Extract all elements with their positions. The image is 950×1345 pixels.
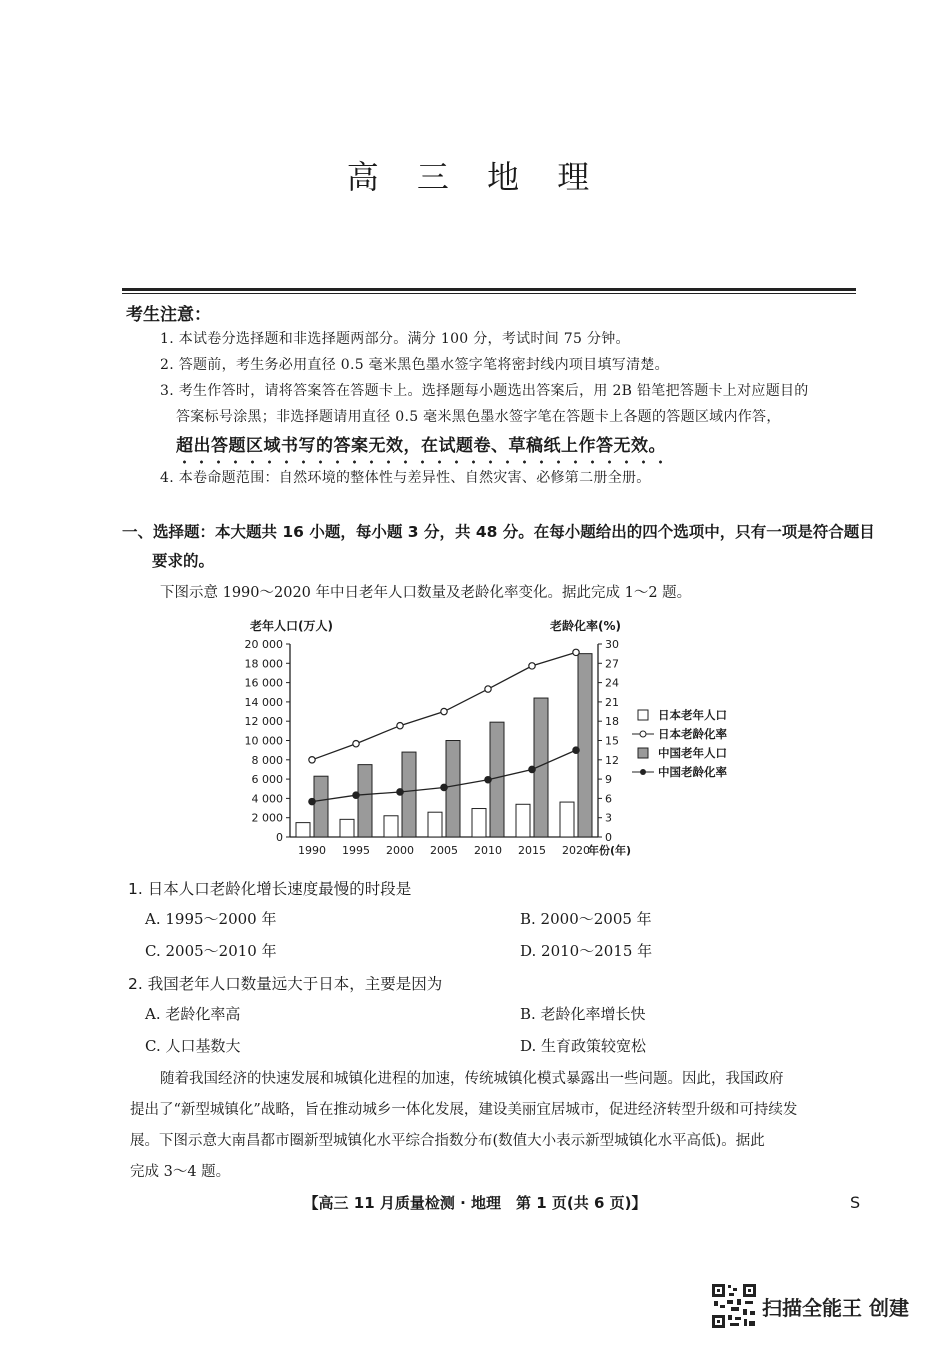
y2-tick-label: 21 [605,695,619,709]
point-china-aging-rate [441,784,447,790]
q2-option-c: C. 人口基数大 [145,1037,241,1055]
intro2-line-3: 展。下图示意大南昌都市圈新型城镇化水平综合指数分布(数值大小表示新型城镇化水平高低)。据此 [130,1133,765,1149]
legend-china-rate-marker [640,769,646,775]
bar-japan-population [428,812,442,837]
bar-china-population [402,752,416,837]
point-china-aging-rate [485,777,491,783]
legend [632,708,727,779]
legend-japan-rate: 日本老龄化率 [658,727,727,741]
y2-tick-label: 3 [605,811,612,825]
y-tick-label: 2 000 [251,811,283,825]
header-rule [122,288,856,291]
y2-tick-label: 6 [605,792,612,806]
legend-japan-rate-marker [640,731,646,737]
notice-emphasis-text: 超出答题区域书写的答案无效，在试题卷、草稿纸上作答无效。 [176,436,666,456]
x-tick-label: 1990 [298,844,326,857]
y-tick-label: 14 000 [244,695,283,709]
y-tick-label: 10 000 [244,734,283,748]
q1-option-a: A. 1995～2000 年 [145,910,277,928]
point-china-aging-rate [309,798,315,804]
y2-tick-label: 18 [605,715,619,729]
point-japan-aging-rate [353,741,359,747]
y2-tick-label: 12 [605,753,619,767]
x-tick-label: 2010 [474,844,502,857]
point-japan-aging-rate [485,686,491,692]
point-china-aging-rate [397,789,403,795]
version-mark: S [850,1193,861,1212]
legend-china-pop: 中国老年人口 [658,746,727,760]
bar-china-population [314,776,328,837]
y2-tick-label: 30 [605,638,619,651]
q1-option-c: C. 2005～2010 年 [145,942,277,960]
bar-japan-population [340,819,354,837]
point-japan-aging-rate [441,708,447,714]
y-tick-label: 6 000 [251,773,283,787]
x-tick-label: 2005 [430,844,458,857]
point-china-aging-rate [573,747,579,753]
q2-option-b: B. 老龄化率增长快 [520,1005,646,1023]
legend-japan-pop-swatch [638,710,648,720]
bar-japan-population [472,809,486,837]
x-tick-label: 2015 [518,844,546,857]
q1-stem: 1. 日本人口老龄化增长速度最慢的时段是 [128,880,412,898]
point-japan-aging-rate [529,663,535,669]
point-china-aging-rate [353,792,359,798]
q2-option-a: A. 老龄化率高 [145,1005,241,1023]
notice-item-3: 3. 考生作答时，请将答案答在答题卡上。选择题每小题选出答案后，用 2B 铅笔把答题卡上对应题目的 [160,383,809,399]
y-tick-label: 16 000 [244,676,283,690]
chart-intro: 下图示意 1990～2020 年中日老年人口数量及老龄化率变化。据此完成 1～2 题。 [160,585,692,601]
section-heading-cont: 要求的。 [152,552,215,570]
y-ticks [245,638,291,844]
bar-japan-population [516,804,530,837]
bars [296,654,592,837]
bar-china-population [578,654,592,837]
notice-emphasis [176,431,666,456]
y2-axis-title: 老龄化率(%) [550,619,621,633]
y2-tick-label: 24 [605,676,619,690]
x-axis-title: 年份(年) [588,844,632,857]
y2-tick-label: 0 [605,831,612,844]
q2-option-d: D. 生育政策较宽松 [520,1037,647,1055]
page-title: 高 三 地 理 [346,158,604,196]
header-rule-thin [122,293,856,294]
x-tick-label: 1995 [342,844,370,857]
emphasis-dots [176,460,666,464]
y-tick-label: 12 000 [244,715,283,729]
aging-chart [230,612,750,862]
bar-japan-population [560,802,574,837]
y2-tick-label: 15 [605,734,619,748]
notice-item-1: 1. 本试卷分选择题和非选择题两部分。满分 100 分，考试时间 75 分钟。 [160,331,630,347]
intro2-line-4: 完成 3～4 题。 [130,1164,231,1180]
q2-stem: 2. 我国老年人口数量远大于日本，主要是因为 [128,975,443,993]
intro2-line-2: 提出了“新型城镇化”战略，旨在推动城乡一体化发展，建设美丽宜居城市，促进经济转型升级和可持续发 [130,1102,798,1118]
point-japan-aging-rate [573,649,579,655]
point-japan-aging-rate [397,723,403,729]
y-tick-label: 8 000 [251,753,283,767]
bar-japan-population [384,816,398,837]
legend-japan-pop: 日本老年人口 [658,708,727,722]
bar-japan-population [296,823,310,837]
y-tick-label: 4 000 [251,792,283,806]
y-tick-label: 20 000 [244,638,283,651]
notice-item-3-cont: 答案标号涂黑；非选择题请用直径 0.5 毫米黑色墨水签字笔在答题卡上各题的答题区域内作答， [176,409,781,425]
point-japan-aging-rate [309,757,315,763]
q1-option-b: B. 2000～2005 年 [520,910,652,928]
y-axis-title: 老年人口(万人) [250,619,333,633]
y-tick-label: 18 000 [244,657,283,671]
q1-option-d: D. 2010～2015 年 [520,942,653,960]
bar-china-population [490,722,504,837]
bar-china-population [358,765,372,837]
qr-code-icon [711,1283,757,1329]
page-footer: 【高三 11 月质量检测 · 地理 第 1 页(共 6 页)】 [303,1194,647,1212]
notice-item-2: 2. 答题前，考生务必用直径 0.5 毫米黑色墨水签字笔将密封线内项目填写清楚。 [160,357,669,373]
y2-tick-label: 9 [605,773,612,787]
x-ticks [298,844,590,857]
legend-china-pop-swatch [638,748,648,758]
x-tick-label: 2000 [386,844,414,857]
legend-china-rate: 中国老龄化率 [658,765,727,779]
watermark: 扫描全能王 创建 [762,1296,909,1320]
notice-item-4: 4. 本卷命题范围：自然环境的整体性与差异性、自然灾害、必修第二册全册。 [160,470,651,486]
notice-heading: 考生注意： [126,305,211,325]
section-heading: 一、选择题：本大题共 16 小题，每小题 3 分，共 48 分。在每小题给出的四个选项中，只有一项是符合题目 [122,523,875,541]
point-china-aging-rate [529,766,535,772]
y2-tick-label: 27 [605,657,619,671]
y-tick-label: 0 [276,831,283,844]
bar-china-population [446,741,460,838]
y2-ticks [598,638,619,844]
x-tick-label: 2020 [562,844,590,857]
intro2-line-1: 随着我国经济的快速发展和城镇化进程的加速，传统城镇化模式暴露出一些问题。因此，我国政府 [160,1071,784,1087]
